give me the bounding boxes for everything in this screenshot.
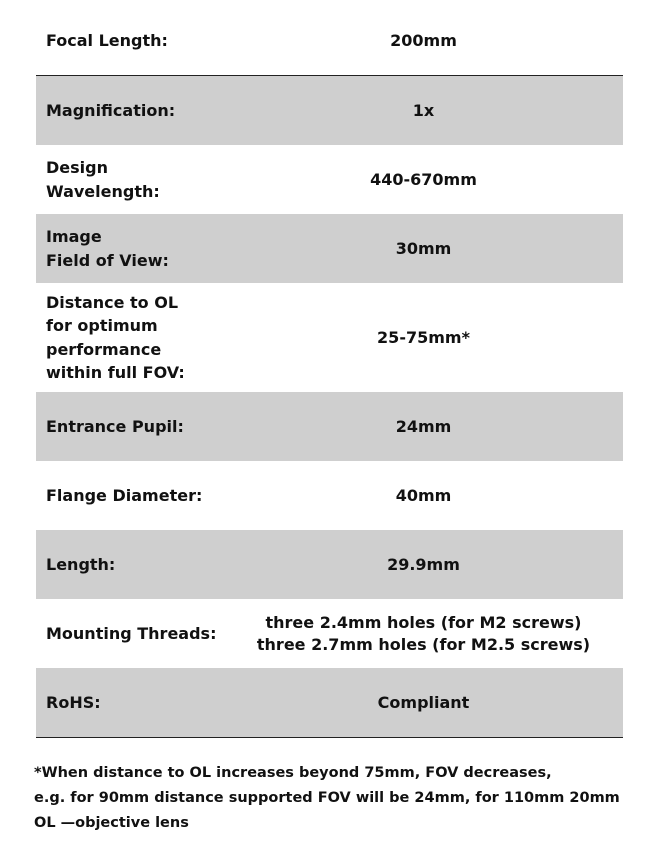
spec-value: 24mm	[395, 416, 452, 436]
spec-row-focal-length	[36, 6, 623, 75]
footnote-ol-definition: OL —objective lens	[34, 815, 189, 831]
spec-row-design-wavelength	[36, 145, 623, 214]
spec-value: 1x	[412, 100, 435, 120]
table-bottom-rule	[36, 737, 623, 738]
spec-row-image-field-of-view	[36, 214, 623, 283]
spec-value: 40mm	[395, 485, 452, 505]
spec-row-magnification	[36, 76, 623, 145]
spec-value: 440-670mm	[370, 169, 477, 189]
spec-value: 25-75mm*	[377, 327, 470, 347]
footnote-fov-note: *When distance to OL increases beyond 75mm, FOV decreases,	[34, 765, 552, 781]
spec-row-flange-diameter	[36, 461, 623, 530]
specifications-table	[36, 6, 623, 738]
spec-label: Length:	[46, 554, 116, 574]
spec-row-length	[36, 530, 623, 599]
spec-row-rohs	[36, 668, 623, 737]
spec-label: Entrance Pupil:	[46, 416, 184, 436]
spec-row-entrance-pupil	[36, 392, 623, 461]
spec-label: RoHS:	[46, 692, 101, 712]
spec-value: Compliant	[377, 692, 470, 712]
spec-value: 29.9mm	[387, 554, 460, 574]
spec-label: Image Field of View:	[46, 227, 169, 270]
spec-label: Design Wavelength:	[46, 158, 160, 201]
spec-value: 200mm	[390, 30, 457, 50]
spec-label: Flange Diameter:	[46, 485, 203, 505]
spec-label: Distance to OL for optimum performance within full FOV:	[46, 292, 185, 382]
footnotes	[34, 761, 644, 836]
spec-row-mounting-threads	[36, 599, 623, 668]
spec-label: Magnification:	[46, 100, 176, 120]
spec-label: Focal Length:	[46, 30, 168, 50]
spec-row-distance-to-ol	[36, 283, 623, 392]
spec-value: three 2.4mm holes (for M2 screws) three 2.7mm holes (for M2.5 screws)	[256, 613, 591, 654]
footnote-example: e.g. for 90mm distance supported FOV will be 24mm, for 110mm 20mm	[34, 790, 620, 806]
spec-label: Mounting Threads:	[46, 623, 217, 643]
spec-value: 30mm	[395, 238, 452, 258]
